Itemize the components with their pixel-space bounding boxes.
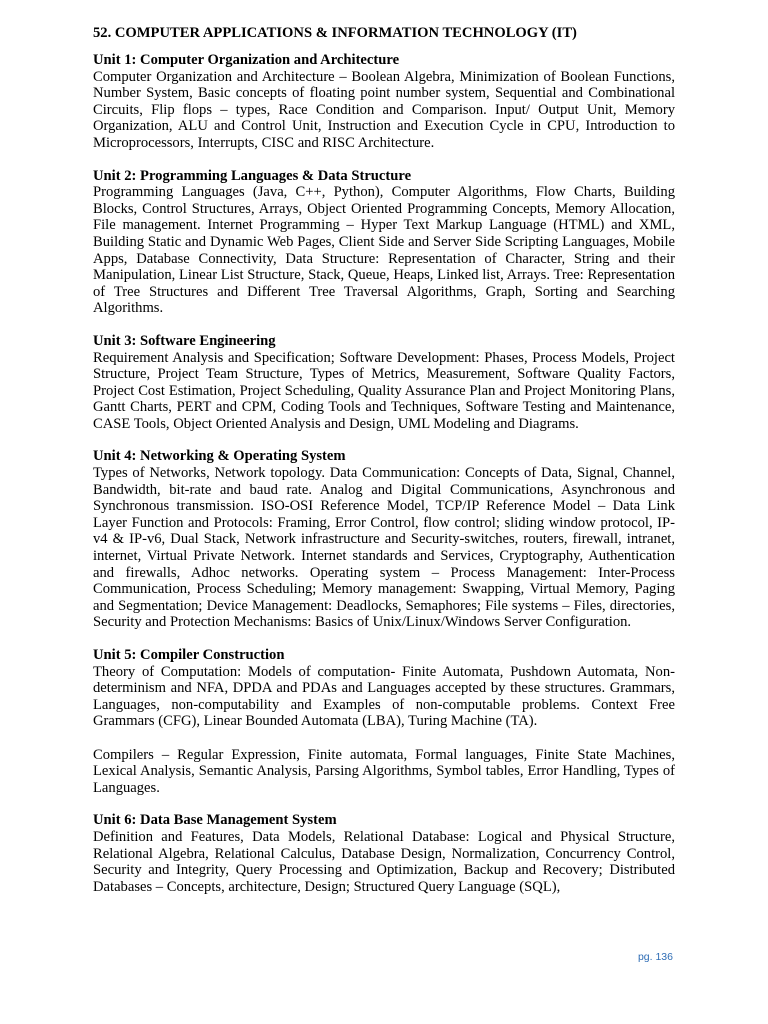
unit-2-paragraph: Programming Languages (Java, C++, Python), Computer Algorithms, Flow Charts, Building Blocks, Control Structures, Arrays, Object Oriented Programming Concepts, Memory Allocation, File management. Internet Programming – Hyper Text Markup Language (HTML) and XML, Building Static and Dynamic Web Pages, Client Side and Server Side Scripting Languages, Mobile Apps, Database Connectivity, Data Structure: Representation of Character, String and their Manipulation, Linear List Structure, Stack, Queue, Heaps, Linked list, Arrays. Tree: Representation of Tree Structures and Different Tree Traversal Algorithms, Graph, Sorting and Searching Algorithms. [93,184,675,317]
unit-5-section [93,647,675,796]
document-page [93,24,675,911]
unit-5-heading: Unit 5: Compiler Construction [93,647,285,663]
unit-1-paragraph: Computer Organization and Architecture – Boolean Algebra, Minimization of Boolean Functions, Number System, Basic concepts of floating point number system, Sequential and Combinational Circuits, Flip flops – types, Race Condition and Comparison. Input/ Output Unit, Memory Organization, ALU and Control Unit, Instruction and Execution Cycle in CPU, Introduction to Microprocessors, Interrupts, CISC and RISC Architecture. [93,68,675,151]
unit-6-heading: Unit 6: Data Base Management System [93,812,337,829]
unit-3-heading: Unit 3: Software Engineering [93,332,276,349]
unit-5-paragraph-theory: Theory of Computation: Models of computation- Finite Automata, Pushdown Automata, Non-determinism and NFA, DPDA and PDAs and Languages accepted by these structures. Grammars, Languages, non-computability and Examples of non-computable problems. Context Free Grammars (CFG), Linear Bounded Automata (LBA), Turing Machine (TA). [93,663,675,730]
unit-6-section [93,812,675,895]
unit-4-section [93,448,675,631]
unit-2-section [93,168,675,317]
unit-5-paragraph-compilers: Compilers – Regular Expression, Finite automata, Formal languages, Finite State Machines, Lexical Analysis, Semantic Analysis, Parsing Algorithms, Symbol tables, Error Handling, Types of Languages. [93,746,675,796]
unit-3-paragraph: Requirement Analysis and Specification; Software Development: Phases, Process Models, Project Structure, Project Team Structure, Types of Metrics, Measurement, Software Quality Factors, Project Cost Estimation, Project Scheduling, Quality Assurance Plan and Project Monitoring Plans, Gantt Charts, PERT and CPM, Coding Tools and Techniques, Software Testing and Maintenance, CASE Tools, Object Oriented Analysis and Design, UML Modeling and Diagrams. [93,349,675,432]
unit-6-paragraph: Definition and Features, Data Models, Relational Database: Logical and Physical Structure, Relational Algebra, Relational Calculus, Database Design, Normalization, Concurrency Control, Security and Integrity, Query Processing and Optimization, Backup and Recovery; Distributed Databases – Concepts, architecture, Design; Structured Query Language (SQL), [93,828,675,895]
page-title: 52. COMPUTER APPLICATIONS & INFORMATION TECHNOLOGY (IT) [93,25,577,41]
unit-1-section [93,52,675,152]
unit-2-heading: Unit 2: Programming Languages & Data Structure [93,167,412,184]
unit-4-paragraph: Types of Networks, Network topology. Data Communication: Concepts of Data, Signal, Channel, Bandwidth, bit-rate and baud rate. Analog and Digital Communications, Asynchronous and Synchronous transmission. ISO-OSI Reference Model, TCP/IP Reference Model – Data Link Layer Function and Protocols: Framing, Error Control, flow control; sliding window protocol, IP-v4 & IP-v6, Dual Stack, Network infrastructure and Security-switches, routers, firewall, intranet, internet, Virtual Private Network. Internet standards and Services, Cryptography, Authentication and firewalls, Adhoc networks. Operating system – Process Management: Inter-Process Communication, Process Scheduling; Memory management: Swapping, Virtual Memory, Paging and Segmentation; Device Management: Deadlocks, Semaphores; File systems – Files, directories, Security and Protection Mechanisms: Basics of Unix/Linux/Windows Server Configuration. [93,465,675,631]
unit-3-section [93,333,675,433]
unit-4-heading: Unit 4: Networking & Operating System [93,448,346,465]
page-number: pg. 136 [637,951,673,963]
unit-1-heading: Unit 1: Computer Organization and Architecture [93,52,400,68]
